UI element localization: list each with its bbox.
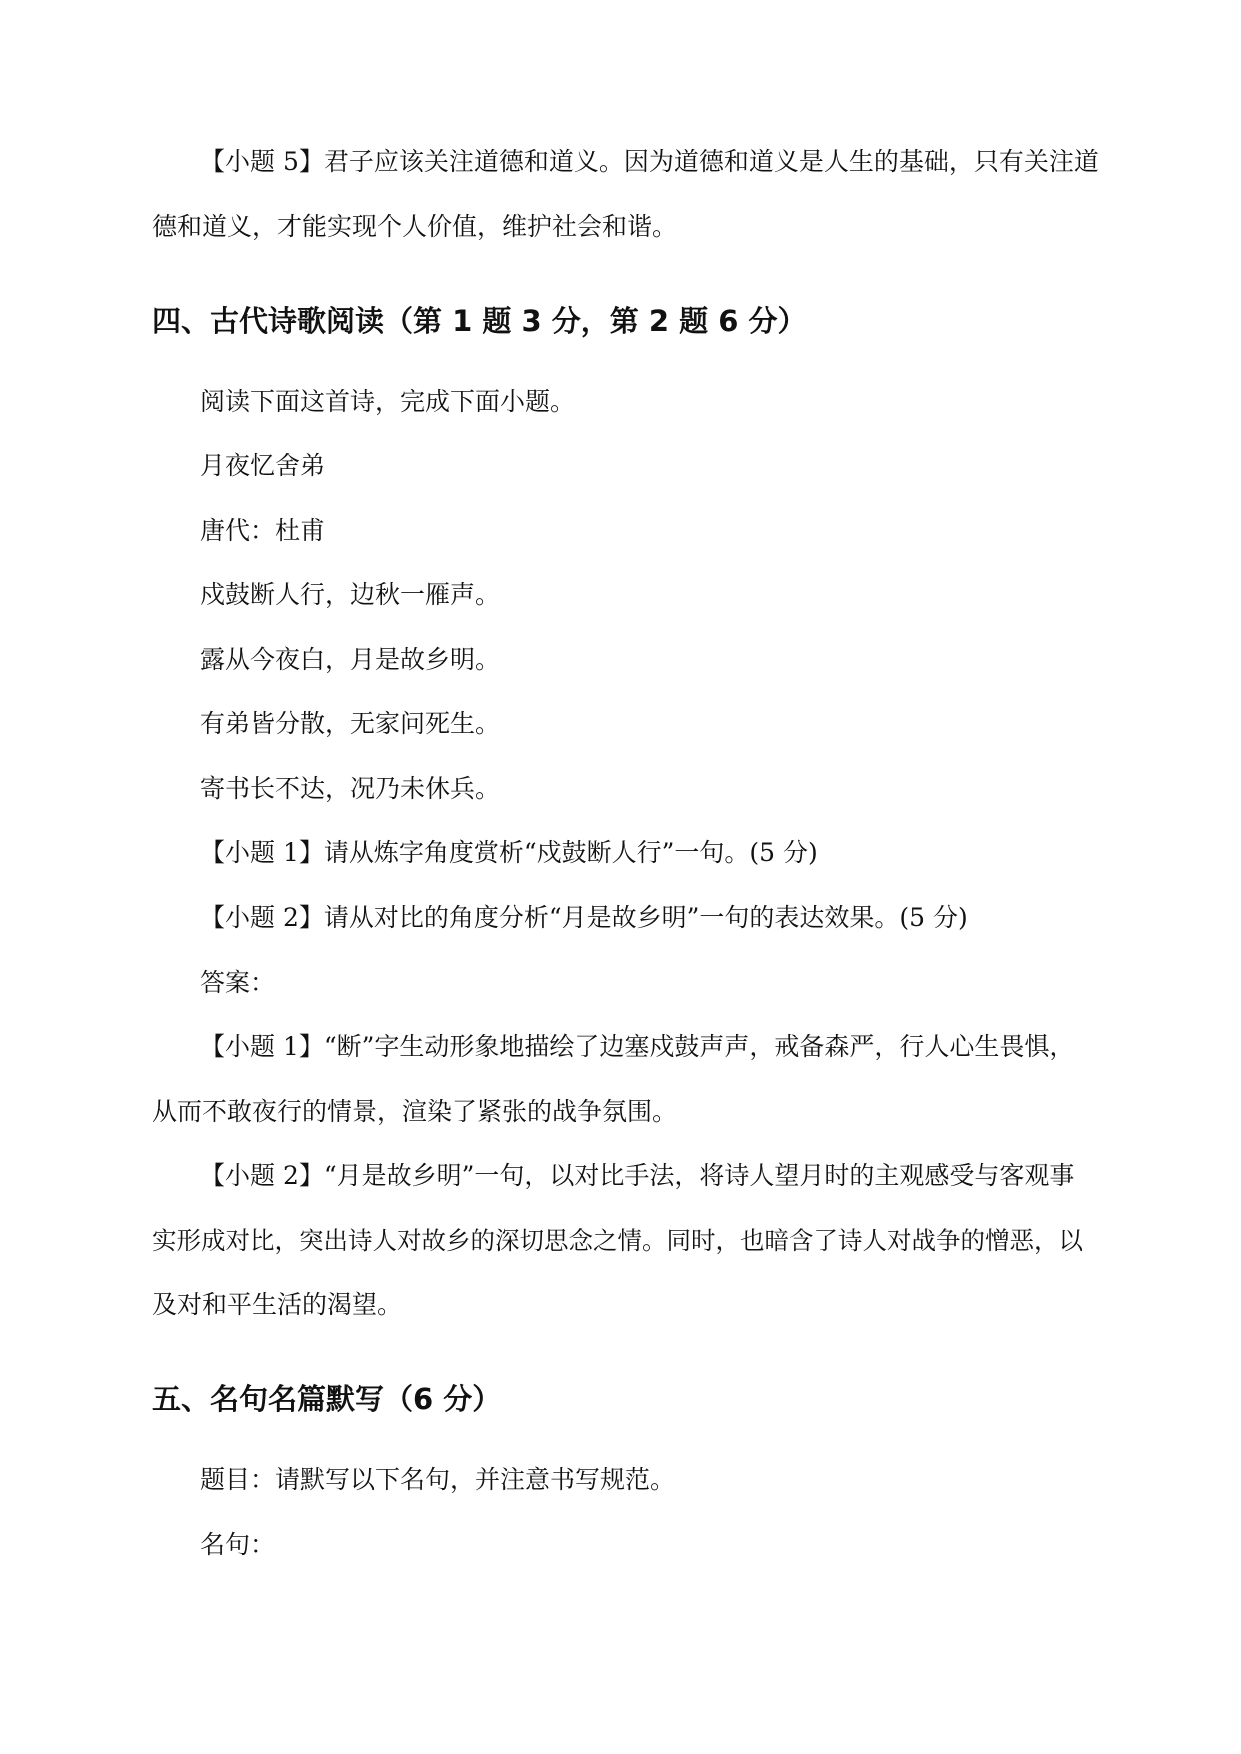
section-5-label: 名句： <box>200 1530 276 1559</box>
question-2: 【小题 2】请从对比的角度分析“月是故乡明”一句的表达效果。(5 分) <box>200 903 968 932</box>
answer-label: 答案： <box>200 968 276 997</box>
question-1: 【小题 1】请从炼字角度赏析“戍鼓断人行”一句。(5 分) <box>200 838 818 867</box>
answer-q5-line-2: 德和道义，才能实现个人价值，维护社会和谐。 <box>152 212 678 241</box>
poem-line-2: 露从今夜白，月是故乡明。 <box>200 645 501 674</box>
poem-line-1: 戍鼓断人行，边秋一雁声。 <box>200 580 501 609</box>
section-4-heading: 四、古代诗歌阅读（第 1 题 3 分，第 2 题 6 分） <box>152 304 807 338</box>
answer-2-line-2: 实形成对比，突出诗人对故乡的深切思念之情。同时，也暗含了诗人对战争的憎恶，以 <box>152 1226 1083 1255</box>
poem-line-4: 寄书长不达，况乃未休兵。 <box>200 774 501 803</box>
answer-2-line-1: 【小题 2】“月是故乡明”一句，以对比手法，将诗人望月时的主观感受与客观事 <box>200 1161 1075 1190</box>
poem-title: 月夜忆舍弟 <box>200 451 326 480</box>
answer-2-line-3: 及对和平生活的渴望。 <box>152 1290 403 1319</box>
poem-line-3: 有弟皆分散，无家问死生。 <box>200 709 501 738</box>
section-4-instruction: 阅读下面这首诗，完成下面小题。 <box>200 387 576 416</box>
section-5-heading: 五、名句名篇默写（6 分） <box>152 1382 502 1416</box>
poem-author: 唐代：杜甫 <box>200 516 326 545</box>
answer-1-line-2: 从而不敢夜行的情景，渲染了紧张的战争氛围。 <box>152 1097 678 1126</box>
answer-q5-line-1: 【小题 5】君子应该关注道德和道义。因为道德和道义是人生的基础，只有关注道 <box>200 147 1099 176</box>
answer-1-line-1: 【小题 1】“断”字生动形象地描绘了边塞戍鼓声声，戒备森严，行人心生畏惧， <box>200 1032 1075 1061</box>
section-5-prompt: 题目：请默写以下名句，并注意书写规范。 <box>200 1465 676 1494</box>
